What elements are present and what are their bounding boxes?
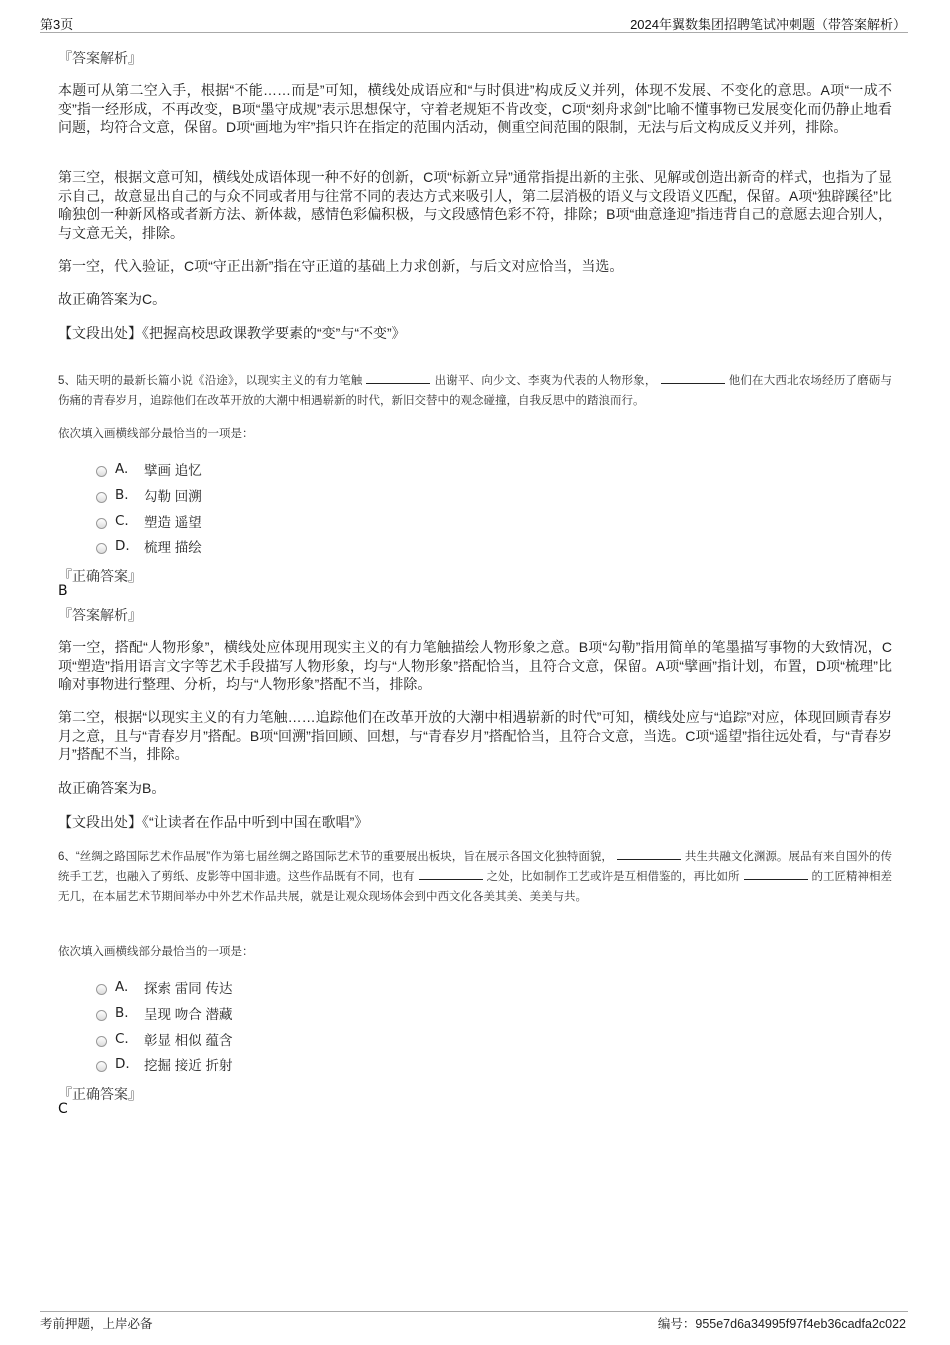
analysis-paragraph: 第一空，搭配“人物形象”，横线处应体现用现实主义的有力笔触描绘人物形象之意。B项“勾勒”指用简单的笔墨描写事物的大致情况，C项“塑造”指用语言文字等艺术手段描写人物形象，均与“人物形象”搭配恰当，且符合文意，保留。A项“擘画”指计划，布置，D项“梳理”比喻对事物进行整理、分析，均与“人物形象”搭配不当，排除。: [58, 639, 892, 693]
option-a[interactable]: A. 擘画 追忆: [96, 459, 202, 479]
radio-icon[interactable]: [96, 543, 107, 554]
option-d[interactable]: D. 梳理 描绘: [96, 536, 202, 556]
analysis-label: 『答案解析』: [58, 50, 142, 66]
correct-answer: C: [58, 1101, 68, 1117]
blank: [661, 371, 725, 384]
option-b[interactable]: B. 勾勒 回溯: [96, 485, 202, 505]
blank: [419, 867, 483, 880]
correct-answer-label: 『正确答案』: [58, 1086, 142, 1102]
radio-icon[interactable]: [96, 466, 107, 477]
analysis-paragraph: 本题可从第二空入手，根据“不能……而是”可知，横线处成语应和“与时俱进”构成反义并列，体现不发展、不变化的意思。A项“一成不变”指一经形成，不再改变，B项“墨守成规”表示思想保守，守着老规矩不肯改变，C项“刻舟求剑”比喻不懂事物已发展变化而仍静止地看问题，均符合文意，保留。D项“画地为牢”指只许在指定的范围内活动，侧重空间范围的限制，无法与后文构成反义并列，排除。: [58, 82, 892, 136]
option-c[interactable]: C. 塑造 遥望: [96, 511, 202, 531]
footer-slogan: 考前押题，上岸必备: [40, 1317, 153, 1331]
radio-icon[interactable]: [96, 1061, 107, 1072]
answer-statement: 故正确答案为B。: [58, 780, 166, 796]
passage-source: 【文段出处】《把握高校思政课教学要素的“变”与“不变”》: [58, 325, 406, 341]
radio-icon[interactable]: [96, 984, 107, 995]
radio-icon[interactable]: [96, 518, 107, 529]
blank: [744, 867, 808, 880]
footer-divider: [40, 1311, 908, 1312]
answer-statement: 故正确答案为C。: [58, 291, 167, 307]
analysis-paragraph: 第二空，根据“以现实主义的有力笔触……追踪他们在改革开放的大潮中相遇崭新的时代”可知，横线处应与“追踪”对应，体现回顾青春岁月之意，且与“青春岁月”搭配。B项“回溯”指回顾、回想，与“青春岁月”搭配恰当，且符合文意，当选。C项“遥望”指往远处看，与“青春岁月”搭配不当，排除。: [58, 709, 892, 763]
option-d[interactable]: D. 挖掘 接近 折射: [96, 1054, 233, 1074]
radio-icon[interactable]: [96, 1036, 107, 1047]
option-a[interactable]: A. 探索 雷同 传达: [96, 977, 233, 997]
question-prompt: 依次填入画横线部分最恰当的一项是：: [58, 428, 254, 440]
option-c[interactable]: C. 彰显 相似 蕴含: [96, 1029, 233, 1049]
radio-icon[interactable]: [96, 1010, 107, 1021]
document-title: 2024年翼数集团招聘笔试冲刺题（带答案解析）: [630, 17, 906, 32]
blank: [617, 847, 681, 860]
document-serial: 编号：955e7d6a34995f97f4eb36cadfa2c022: [657, 1317, 906, 1331]
question-prompt: 依次填入画横线部分最恰当的一项是：: [58, 946, 254, 958]
option-b[interactable]: B. 呈现 吻合 潜藏: [96, 1003, 233, 1023]
blank: [366, 371, 430, 384]
correct-answer: B: [58, 583, 68, 599]
radio-icon[interactable]: [96, 492, 107, 503]
analysis-paragraph: 第三空，根据文意可知，横线处成语体现一种不好的创新，C项“标新立异”通常指提出新的主张、见解或创造出新奇的样式，也指为了显示自己，故意显出自己的与众不同或者用与往常不同的表达方式来吸引人，第二层消极的语义与文段语义匹配，保留。A项“独辟蹊径”比喻独创一种新风格或者新方法、新体裁，感情色彩偏积极，与文段感情色彩不符，排除；B项“曲意逢迎”指违背自己的意愿去迎合别人，与文意无关，排除。: [58, 169, 892, 241]
analysis-paragraph: 第一空，代入验证，C项“守正出新”指在守正道的基础上力求创新，与后文对应恰当，当选。: [58, 258, 624, 274]
passage-source: 【文段出处】《“让读者在作品中听到中国在歌唱”》: [58, 814, 369, 830]
question-6-stem: 6、“丝绸之路国际艺术作品展”作为第七届丝绸之路国际艺术节的重要展出板块，旨在展示各国文化独特面貌， 共生共融文化渊源。展品有来自国外的传统手工艺，也融入了剪纸、皮影等中国非遗。这些作品既有不同，也有 之处，比如制作工艺或许是互相借鉴的，再比如所 的工匠精神相差无几，在本届艺术节期间举办中外艺术作品共展，就是让观众现场体会到中西文化各美其美、美美与共。: [58, 847, 892, 907]
analysis-label: 『答案解析』: [58, 607, 142, 623]
question-5-stem: 5、陆天明的最新长篇小说《沿途》，以现实主义的有力笔触 出谢平、向少文、李爽为代表的人物形象， 他们在大西北农场经历了磨砺与伤痛的青春岁月，追踪他们在改革开放的大潮中相遇崭新的时代，新旧交替中的观念碰撞，自我反思中的踏浪而行。: [58, 371, 892, 411]
correct-answer-label: 『正确答案』: [58, 568, 142, 584]
page-number: 第3页: [40, 17, 74, 32]
header-divider: [40, 32, 908, 33]
